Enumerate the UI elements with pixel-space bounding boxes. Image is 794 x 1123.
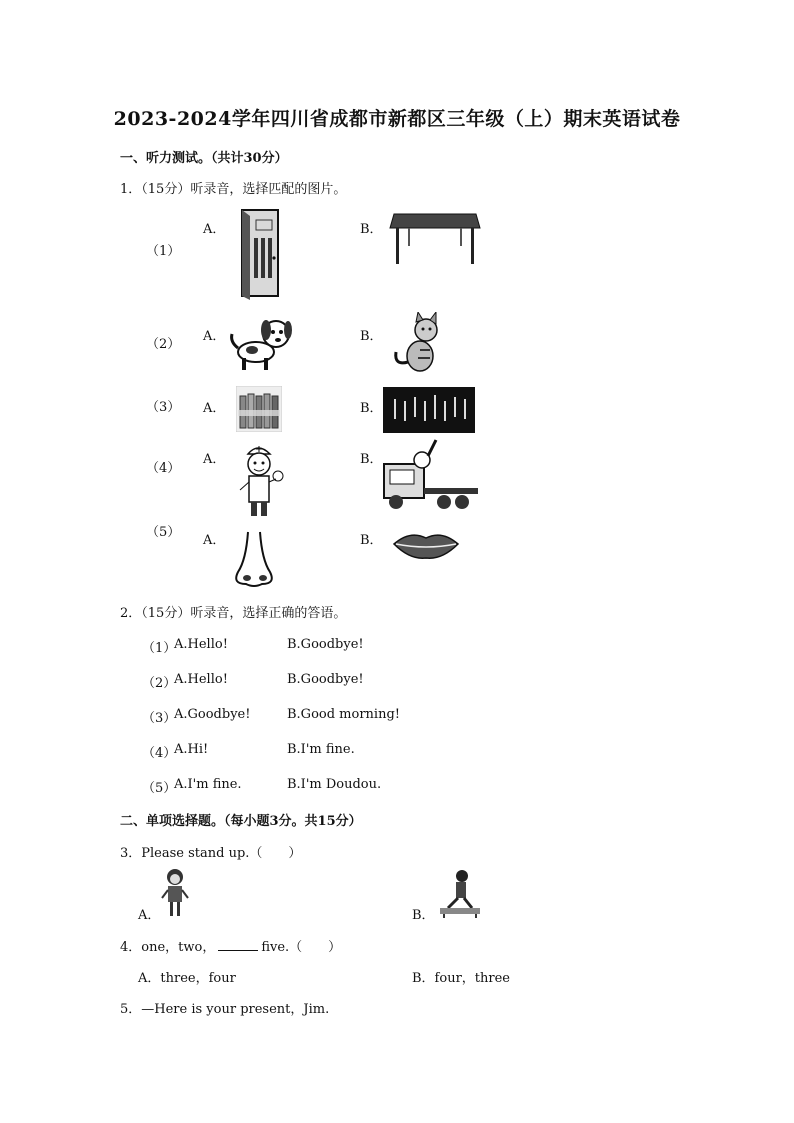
page-title: 2023-2024学年四川省成都市新都区三年级（上）期末英语试卷	[113, 108, 681, 130]
question-4-stem-end: five.（ ）	[261, 940, 342, 955]
q1-item-4-option-b[interactable]: B．	[360, 452, 383, 467]
q2-item-3-option-a[interactable]: A.Goodbye!	[174, 707, 251, 722]
sitting-boy-picture	[436, 868, 482, 918]
q2-item-2-option-a[interactable]: A.Hello!	[174, 672, 228, 687]
q2-item-1-option-b[interactable]: B.Goodbye!	[287, 637, 364, 652]
nose-picture	[230, 530, 280, 588]
q2-item-5-number: （5）	[142, 781, 177, 796]
q1-item-2-option-a[interactable]: A．	[203, 329, 226, 344]
q2-item-3-option-b[interactable]: B.Good morning!	[287, 707, 400, 722]
q4-option-b[interactable]: B．four，three	[412, 971, 510, 986]
q1-item-1-option-b[interactable]: B．	[360, 222, 383, 237]
section-1-heading: 一、听力测试。（共计30分）	[120, 151, 288, 166]
truck-driver-picture	[380, 436, 480, 516]
table-picture	[388, 210, 482, 266]
q1-item-3-option-b[interactable]: B．	[360, 401, 383, 416]
q1-item-3-number: （3）	[146, 400, 181, 415]
q4-option-a[interactable]: A．three，four	[138, 971, 236, 986]
q3-option-a[interactable]: A．	[138, 908, 161, 923]
door-picture	[236, 208, 284, 300]
question-5-stem: 5．—Here is your present，Jim.	[120, 1002, 330, 1017]
doctor-picture	[234, 442, 286, 520]
q2-item-4-option-a[interactable]: A.Hi!	[174, 742, 209, 757]
question-4-stem-start: 4．one，two，	[120, 940, 216, 955]
q1-item-3-option-a[interactable]: A．	[203, 401, 226, 416]
q1-item-4-number: （4）	[146, 461, 181, 476]
q2-item-2-option-b[interactable]: B.Goodbye!	[287, 672, 364, 687]
answer-blank	[218, 938, 258, 951]
q2-item-2-number: （2）	[142, 676, 177, 691]
q1-item-5-option-a[interactable]: A．	[203, 533, 226, 548]
q1-item-2-number: （2）	[146, 337, 181, 352]
standing-girl-picture	[160, 868, 190, 918]
q2-item-5-option-a[interactable]: A.I'm fine.	[174, 777, 242, 792]
question-4-stem	[120, 936, 341, 955]
section-2-heading: 二、单项选择题。（每小题3分。共15分）	[120, 814, 362, 829]
q1-item-1-number: （1）	[146, 244, 181, 259]
q2-item-1-number: （1）	[142, 641, 177, 656]
q2-item-5-option-b[interactable]: B.I'm Doudou.	[287, 777, 382, 792]
crayons-picture	[236, 386, 282, 432]
q1-item-2-option-b[interactable]: B．	[360, 329, 383, 344]
cat-picture	[390, 312, 444, 374]
mouth-picture	[392, 530, 460, 562]
dog-picture	[226, 312, 298, 374]
q1-item-4-option-a[interactable]: A．	[203, 452, 226, 467]
q1-item-1-option-a[interactable]: A．	[203, 222, 226, 237]
q2-item-4-number: （4）	[142, 746, 177, 761]
question-3-stem: 3．Please stand up.（ ）	[120, 846, 302, 861]
q2-item-1-option-a[interactable]: A.Hello!	[174, 637, 228, 652]
question-1-stem: 1．（15分）听录音，选择匹配的图片。	[120, 182, 347, 197]
q2-item-3-number: （3）	[142, 711, 177, 726]
q1-item-5-number: （5）	[146, 525, 181, 540]
pencils-picture	[383, 387, 475, 433]
q1-item-5-option-b[interactable]: B．	[360, 533, 383, 548]
q3-option-b[interactable]: B．	[412, 908, 435, 923]
question-2-stem: 2．（15分）听录音，选择正确的答语。	[120, 606, 347, 621]
q2-item-4-option-b[interactable]: B.I'm fine.	[287, 742, 355, 757]
